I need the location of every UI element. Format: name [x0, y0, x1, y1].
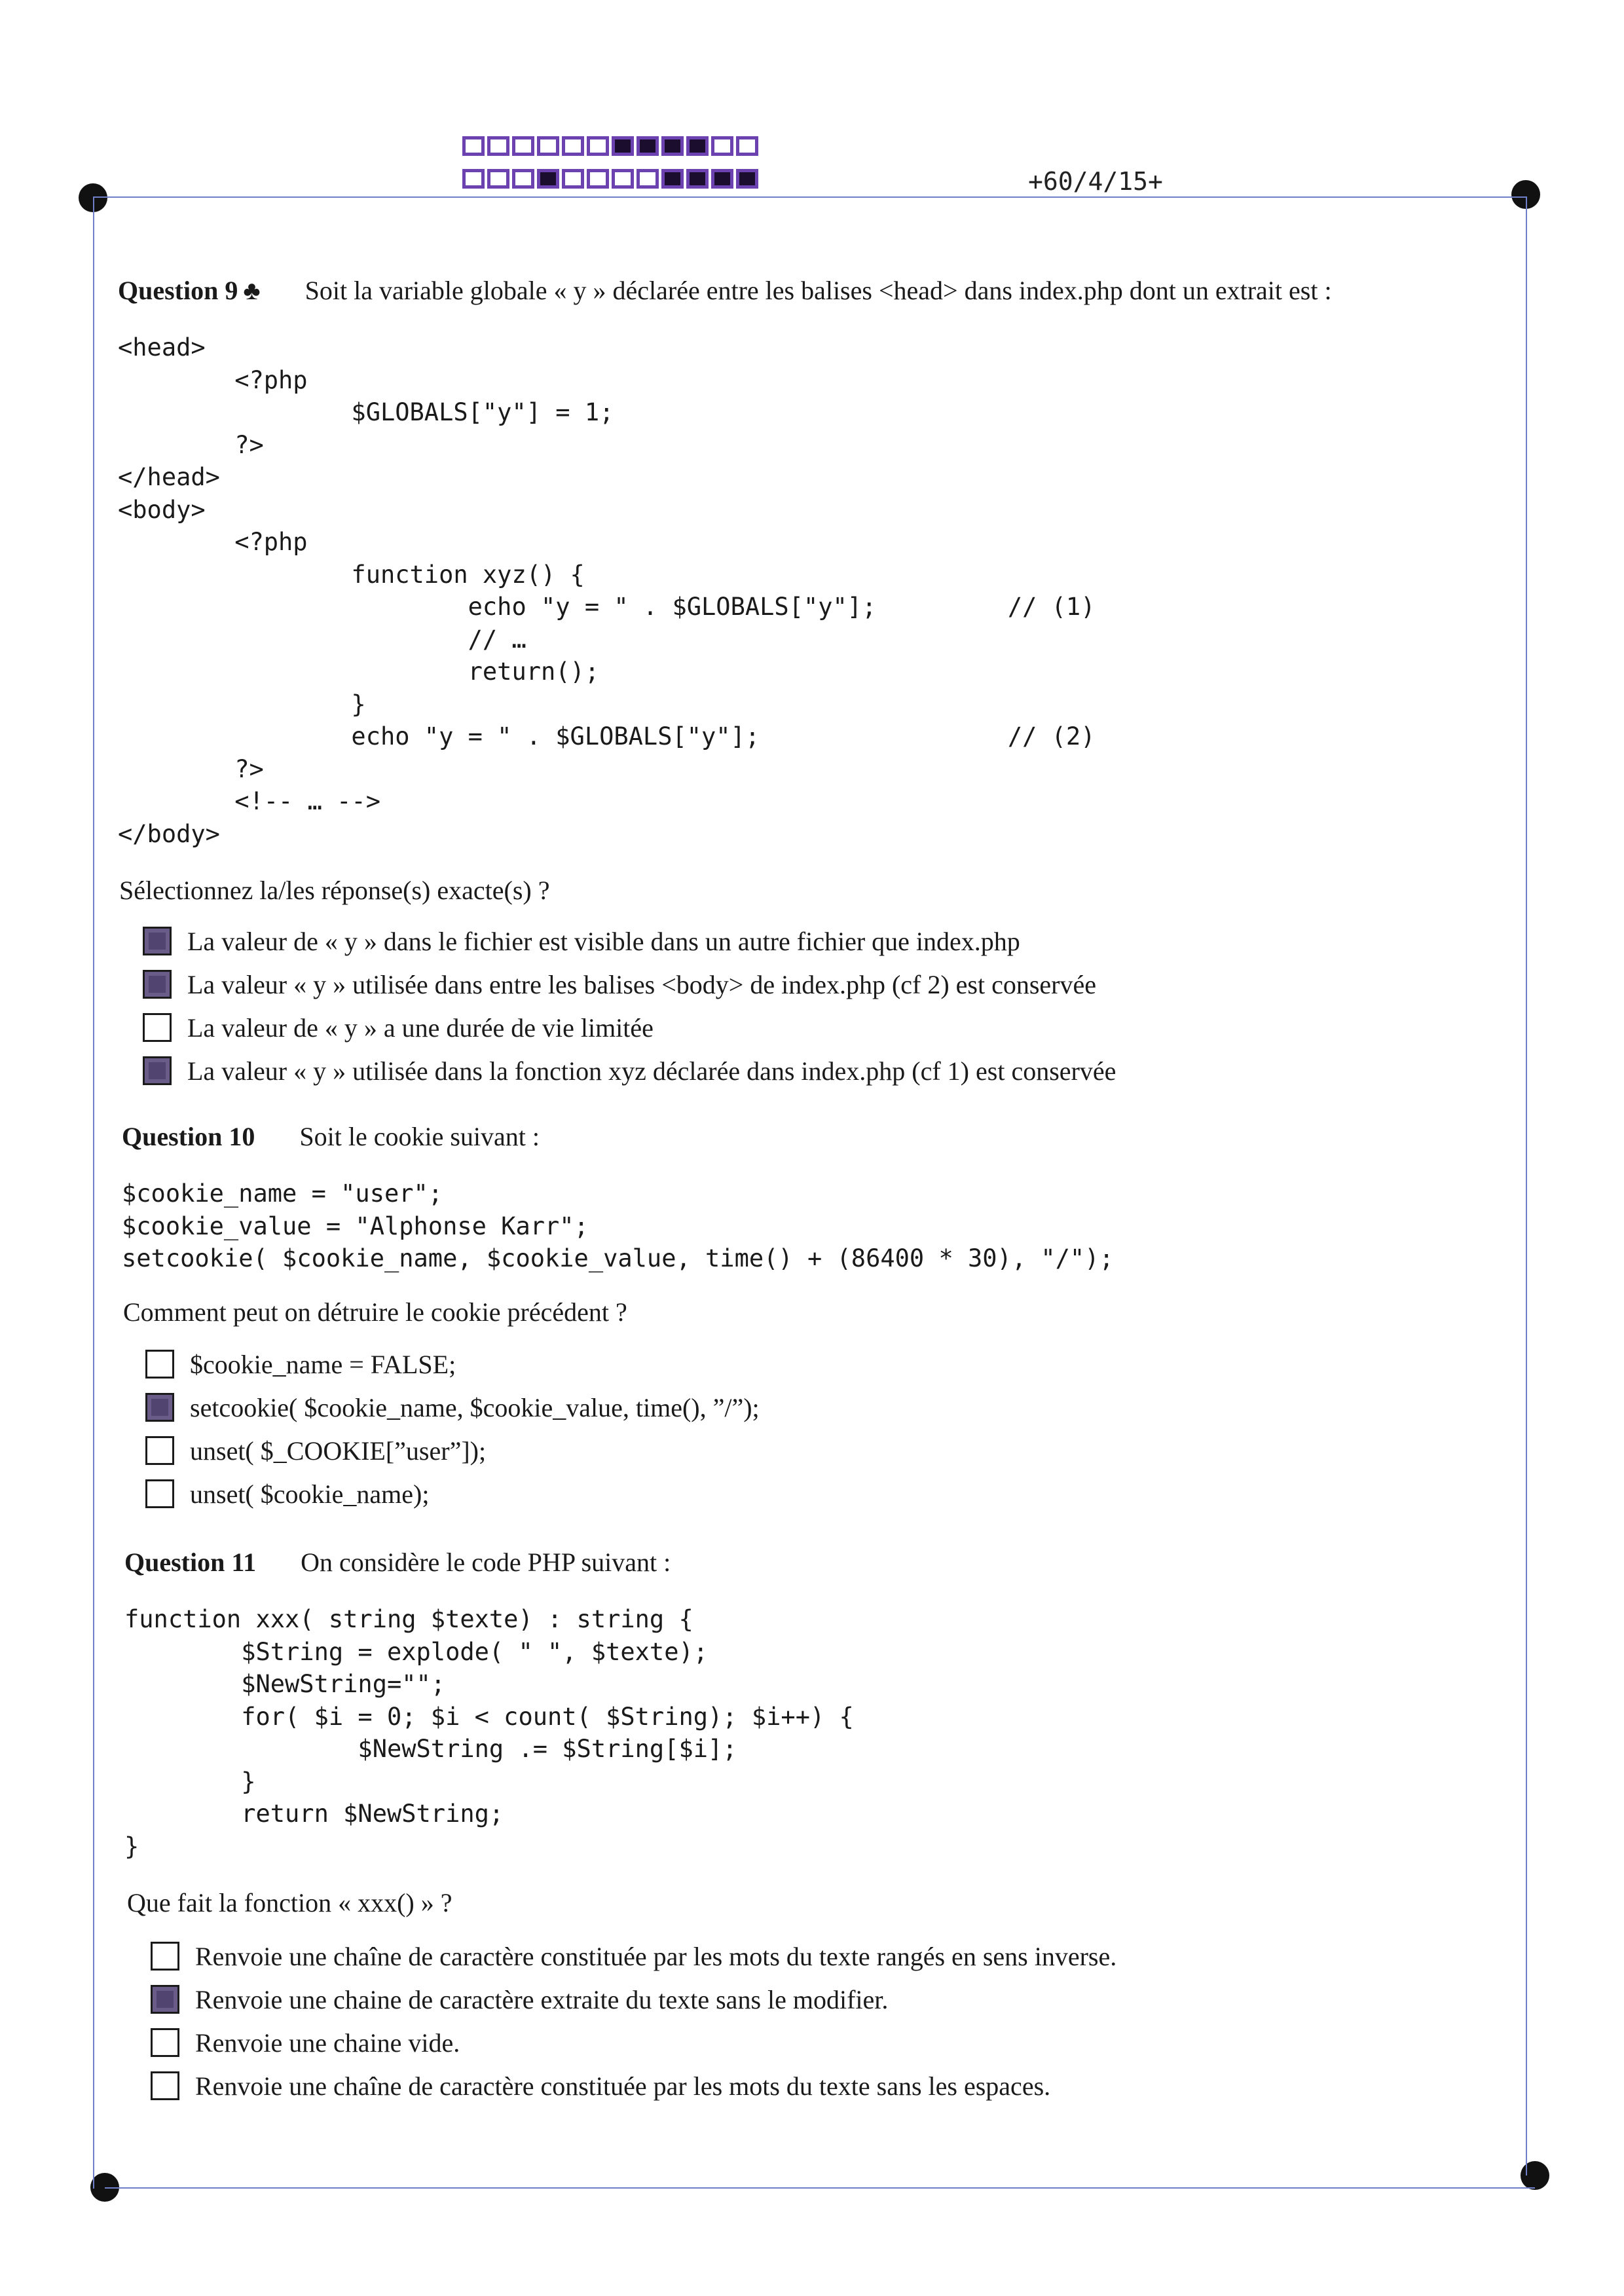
question-11-code: function xxx( string $texte) : string { $String = explode( " ", $texte); $NewString=""; for( $i = 0; $i < count( $String); $i++) { $NewString .= $String[$i]; } return $NewString; }	[124, 1605, 854, 1861]
id-grid-row-1	[462, 136, 758, 156]
question-9-code: <head> <?php $GLOBALS["y"] = 1; ?> </head> <body> <?php function xyz() { echo "y = " . $GLOBALS["y"]; // (1) // … return(); } echo "y = " . $GLOBALS["y"]; // (2) ?> <!-- … --> </body>	[118, 333, 1096, 848]
id-grid-cell[interactable]	[686, 169, 709, 189]
id-grid-cell[interactable]	[562, 136, 584, 156]
id-grid-cell[interactable]	[562, 169, 584, 189]
question-11-label: Question 11	[124, 1547, 257, 1577]
id-grid-cell[interactable]	[661, 136, 684, 156]
corner-marker-bottom-right	[1521, 2161, 1549, 2190]
answer-option[interactable]	[145, 1472, 760, 1515]
answer-checkbox[interactable]	[151, 2071, 179, 2100]
answer-text: setcookie( $cookie_name, $cookie_value, time(), ”/”);	[190, 1392, 760, 1422]
answer-text: unset( $cookie_name);	[190, 1479, 430, 1509]
question-9-prompt: Sélectionnez la/les réponse(s) exacte(s) ?	[119, 876, 550, 905]
question-9-answers	[143, 919, 1116, 1092]
question-11-heading	[124, 1547, 671, 1578]
id-grid-cell[interactable]	[587, 169, 609, 189]
answer-option[interactable]	[145, 1429, 760, 1472]
question-11-intro: On considère le code PHP suivant :	[301, 1547, 671, 1577]
answer-checkbox[interactable]	[143, 1013, 172, 1042]
answer-checkbox[interactable]	[151, 1985, 179, 2014]
id-grid-cell[interactable]	[512, 136, 534, 156]
id-grid-cell[interactable]	[487, 169, 509, 189]
answer-checkbox[interactable]	[145, 1350, 174, 1379]
answer-text: La valeur de « y » a une durée de vie limitée	[187, 1012, 654, 1043]
id-grid-cell[interactable]	[711, 136, 733, 156]
question-9-intro: Soit la variable globale « y » déclarée entre les balises <head> dans index.php dont un extrait est :	[304, 276, 1332, 305]
question-10-intro: Soit le cookie suivant :	[299, 1122, 540, 1151]
club-icon: ♣	[243, 276, 261, 305]
question-10-prompt: Comment peut on détruire le cookie précédent ?	[123, 1297, 627, 1327]
id-grid-row-2	[462, 169, 758, 189]
answer-checkbox[interactable]	[143, 970, 172, 999]
answer-text: La valeur de « y » dans le fichier est visible dans un autre fichier que index.php	[187, 926, 1020, 956]
answer-checkbox[interactable]	[145, 1393, 174, 1422]
id-grid-cell[interactable]	[736, 169, 758, 189]
answer-text: $cookie_name = FALSE;	[190, 1349, 456, 1379]
question-9-label: Question 9 ♣	[118, 276, 261, 305]
id-grid-cell[interactable]	[661, 169, 684, 189]
answer-option[interactable]	[145, 1342, 760, 1386]
frame-right-line	[1526, 196, 1527, 2176]
id-grid-cell[interactable]	[512, 169, 534, 189]
answer-option[interactable]	[151, 2021, 1116, 2064]
id-grid-cell[interactable]	[637, 169, 659, 189]
exam-id: +60/4/15+	[1028, 167, 1163, 196]
frame-top-line	[93, 196, 1526, 198]
question-11-answers	[151, 1935, 1116, 2107]
answer-text: La valeur « y » utilisée dans entre les balises <body> de index.php (cf 2) est conservée	[187, 969, 1097, 999]
question-10-answers	[145, 1342, 760, 1515]
answer-option[interactable]	[143, 963, 1116, 1006]
question-10-heading	[122, 1121, 540, 1153]
question-9-heading	[118, 275, 1332, 306]
id-grid-cell[interactable]	[711, 169, 733, 189]
answer-option[interactable]	[143, 919, 1116, 963]
answer-checkbox[interactable]	[151, 1942, 179, 1971]
answer-option[interactable]	[143, 1006, 1116, 1049]
id-grid-cell[interactable]	[587, 136, 609, 156]
id-grid-cell[interactable]	[537, 169, 559, 189]
answer-option[interactable]	[145, 1386, 760, 1429]
frame-left-line	[93, 196, 94, 2189]
answer-option[interactable]	[151, 2064, 1116, 2107]
answer-text: Renvoie une chaine vide.	[195, 2028, 460, 2058]
question-10-code: $cookie_name = "user"; $cookie_value = "Alphonse Karr"; setcookie( $cookie_name, $cookie_value, time() + (86400 * 30), "/");	[122, 1179, 1114, 1272]
answer-checkbox[interactable]	[145, 1436, 174, 1465]
answer-checkbox[interactable]	[145, 1479, 174, 1508]
answer-text: Renvoie une chaîne de caractère constituée par les mots du texte sans les espaces.	[195, 2071, 1051, 2101]
answer-option[interactable]	[151, 1978, 1116, 2021]
id-grid-cell[interactable]	[612, 136, 634, 156]
answer-checkbox[interactable]	[143, 927, 172, 955]
answer-text: unset( $_COOKIE[”user”]);	[190, 1435, 487, 1466]
id-grid-cell[interactable]	[537, 136, 559, 156]
id-grid-cell[interactable]	[736, 136, 758, 156]
answer-text: La valeur « y » utilisée dans la fonction xyz déclarée dans index.php (cf 1) est conservée	[187, 1056, 1116, 1086]
id-grid-cell[interactable]	[686, 136, 709, 156]
answer-option[interactable]	[151, 1935, 1116, 1978]
answer-option[interactable]	[143, 1049, 1116, 1092]
question-11-prompt: Que fait la fonction « xxx() » ?	[127, 1888, 452, 1917]
answer-checkbox[interactable]	[143, 1056, 172, 1085]
answer-text: Renvoie une chaîne de caractère constituée par les mots du texte rangés en sens inverse.	[195, 1941, 1117, 1971]
id-grid-cell[interactable]	[462, 169, 485, 189]
question-10-label: Question 10	[122, 1122, 255, 1151]
id-grid-cell[interactable]	[462, 136, 485, 156]
id-grid-cell[interactable]	[612, 169, 634, 189]
answer-text: Renvoie une chaine de caractère extraite du texte sans le modifier.	[195, 1984, 889, 2014]
id-grid-cell[interactable]	[487, 136, 509, 156]
frame-bottom-line	[105, 2187, 1535, 2189]
id-grid-cell[interactable]	[637, 136, 659, 156]
answer-checkbox[interactable]	[151, 2028, 179, 2057]
